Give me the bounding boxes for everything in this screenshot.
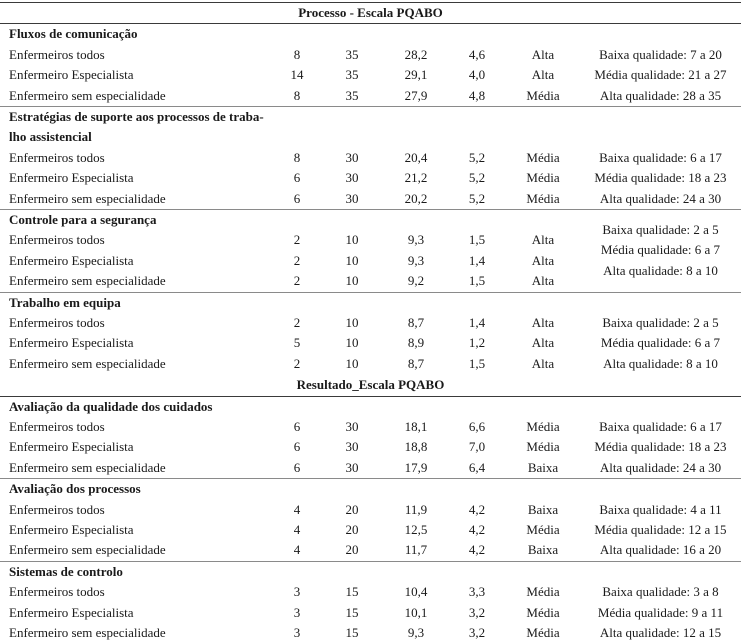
row-level: Alta [531,232,555,247]
row-label: Enfermeiro Especialista [9,522,134,537]
row-sd: 5,2 [468,191,486,206]
row-sd: 4,0 [468,67,486,82]
row-label: Enfermeiros todos [9,584,105,599]
row-label: Enfermeiro sem especialidade [9,460,166,475]
row-max: 15 [345,625,359,640]
row-mean: 29,1 [404,67,428,82]
row-max: 10 [345,335,359,350]
row-min: 6 [293,170,301,185]
row-min: 6 [293,460,301,475]
row-level: Alta [531,335,555,350]
group-heading-text: Fluxos de comunicação [9,26,138,41]
table-row [0,603,741,623]
row-quality-range: Baixa qualidade: 2 a 5 [602,315,719,330]
table-row [0,189,741,209]
row-mean: 20,4 [404,150,428,165]
row-min: 3 [293,625,301,640]
row-mean: 12,5 [404,522,428,537]
row-sd: 3,2 [468,605,486,620]
row-level: Média [526,150,560,165]
group-heading [0,562,741,582]
row-sd: 6,6 [468,419,486,434]
row-label: Enfermeiro Especialista [9,605,134,620]
row-mean: 9,3 [407,253,425,268]
row-max: 15 [345,605,359,620]
row-min: 6 [293,439,301,454]
row-sd: 5,2 [468,150,486,165]
row-min: 5 [293,335,301,350]
row-mean: 21,2 [404,170,428,185]
row-level: Alta [531,356,555,371]
row-sd: 1,5 [468,356,486,371]
section-title: Resultado_Escala PQABO [296,377,445,392]
row-sd: 1,4 [468,315,486,330]
row-mean: 8,7 [407,315,425,330]
row-mean: 27,9 [404,88,428,103]
row-level: Baixa [527,460,559,475]
table-row [0,417,741,437]
row-label: Enfermeiro sem especialidade [9,625,166,640]
group-heading [0,293,741,313]
row-mean: 11,9 [404,502,428,517]
quality-range-note: Alta qualidade: 8 a 10 [603,263,718,278]
row-level: Média [526,88,560,103]
table-row [0,437,741,457]
row-min: 14 [290,67,304,82]
table-row [0,86,741,106]
row-min: 4 [293,502,301,517]
row-level: Alta [531,253,555,268]
row-label: Enfermeiro sem especialidade [9,356,166,371]
row-quality-range: Alta qualidade: 12 a 15 [599,625,722,640]
row-max: 35 [345,47,359,62]
row-label: Enfermeiro sem especialidade [9,273,166,288]
row-level: Média [526,419,560,434]
row-mean: 8,7 [407,356,425,371]
row-min: 8 [293,47,301,62]
group-heading-text: Avaliação dos processos [9,481,141,496]
row-min: 4 [293,522,301,537]
row-max: 20 [345,522,359,537]
quality-range-note: Baixa qualidade: 2 a 5 [602,222,719,237]
group-heading-text: Estratégias de suporte aos processos de traba- [9,109,264,124]
row-label: Enfermeiro sem especialidade [9,542,166,557]
row-max: 20 [345,502,359,517]
row-label: Enfermeiro sem especialidade [9,88,166,103]
row-label: Enfermeiro Especialista [9,170,134,185]
row-sd: 1,5 [468,273,486,288]
row-min: 2 [293,232,301,247]
table-row [0,45,741,65]
row-label: Enfermeiros todos [9,419,105,434]
table-row [0,500,741,520]
group-heading-text: Trabalho em equipa [9,295,121,310]
row-level: Alta [531,67,555,82]
row-level: Média [526,522,560,537]
row-quality-range: Alta qualidade: 16 a 20 [599,542,722,557]
row-sd: 4,2 [468,502,486,517]
row-sd: 4,2 [468,542,486,557]
section-title: Processo - Escala PQABO [298,5,443,20]
row-min: 8 [293,150,301,165]
row-label: Enfermeiros todos [9,315,105,330]
row-sd: 5,2 [468,170,486,185]
row-label: Enfermeiros todos [9,150,105,165]
row-max: 35 [345,67,359,82]
row-mean: 9,3 [407,625,425,640]
group-heading-text: Sistemas de controlo [9,564,123,579]
row-max: 30 [345,460,359,475]
group-heading-text: Controle para a segurança [9,212,157,227]
row-sd: 3,3 [468,584,486,599]
table-row [0,354,741,374]
group-heading [0,24,741,44]
table-row [0,148,741,168]
row-quality-range: Alta qualidade: 24 a 30 [599,191,722,206]
row-mean: 10,4 [404,584,428,599]
row-sd: 3,2 [468,625,486,640]
row-max: 10 [345,273,359,288]
row-level: Alta [531,47,555,62]
table-row [0,313,741,333]
row-label: Enfermeiros todos [9,502,105,517]
row-max: 10 [345,253,359,268]
row-level: Média [526,625,560,640]
table-row [0,458,741,478]
row-quality-range: Baixa qualidade: 4 a 11 [599,502,722,517]
row-level: Média [526,439,560,454]
row-quality-range: Média qualidade: 18 a 23 [594,170,727,185]
row-mean: 9,3 [407,232,425,247]
group-heading [0,397,741,417]
group-heading-text: lho assistencial [9,129,92,144]
row-quality-range: Alta qualidade: 8 a 10 [603,356,718,371]
row-mean: 20,2 [404,191,428,206]
table-row [0,168,741,188]
row-min: 3 [293,605,301,620]
row-max: 30 [345,419,359,434]
row-level: Alta [531,315,555,330]
row-sd: 4,8 [468,88,486,103]
row-mean: 28,2 [404,47,428,62]
row-label: Enfermeiro Especialista [9,439,134,454]
row-sd: 4,2 [468,522,486,537]
table-row [0,520,741,540]
row-quality-range: Alta qualidade: 24 a 30 [599,460,722,475]
row-max: 30 [345,170,359,185]
row-max: 20 [345,542,359,557]
table-row [0,540,741,560]
row-min: 6 [293,419,301,434]
row-max: 15 [345,584,359,599]
row-level: Baixa [527,502,559,517]
row-quality-range: Média qualidade: 21 a 27 [594,67,727,82]
row-level: Alta [531,273,555,288]
table-row [0,623,741,643]
row-level: Média [526,170,560,185]
row-mean: 9,2 [407,273,425,288]
row-min: 2 [293,253,301,268]
row-mean: 18,8 [404,439,428,454]
row-mean: 18,1 [404,419,428,434]
row-quality-range: Baixa qualidade: 7 a 20 [599,47,722,62]
row-mean: 8,9 [407,335,425,350]
row-max: 30 [345,191,359,206]
row-sd: 6,4 [468,460,486,475]
row-max: 30 [345,150,359,165]
row-sd: 4,6 [468,47,486,62]
row-quality-range: Média qualidade: 18 a 23 [594,439,727,454]
group-heading [0,479,741,499]
row-level: Baixa [527,542,559,557]
table-row [0,65,741,85]
row-quality-range: Média qualidade: 9 a 11 [597,605,724,620]
row-quality-range: Baixa qualidade: 3 a 8 [602,584,719,599]
row-max: 10 [345,232,359,247]
row-min: 2 [293,273,301,288]
row-quality-range: Média qualidade: 12 a 15 [594,522,727,537]
row-max: 10 [345,315,359,330]
row-quality-range: Baixa qualidade: 6 a 17 [599,419,722,434]
row-sd: 1,5 [468,232,486,247]
row-label: Enfermeiro sem especialidade [9,191,166,206]
row-max: 10 [345,356,359,371]
row-min: 4 [293,542,301,557]
row-mean: 17,9 [404,460,428,475]
row-sd: 7,0 [468,439,486,454]
row-quality-range: Alta qualidade: 28 a 35 [599,88,722,103]
row-quality-range: Baixa qualidade: 6 a 17 [599,150,722,165]
row-sd: 1,2 [468,335,486,350]
row-min: 6 [293,191,301,206]
row-max: 35 [345,88,359,103]
row-label: Enfermeiro Especialista [9,335,134,350]
row-min: 2 [293,356,301,371]
table-row [0,333,741,353]
table-row [0,582,741,602]
row-min: 2 [293,315,301,330]
group-heading [0,127,741,147]
row-min: 3 [293,584,301,599]
row-mean: 11,7 [404,542,428,557]
group-heading-text: Avaliação da qualidade dos cuidados [9,399,213,414]
row-quality-range: Média qualidade: 6 a 7 [600,335,721,350]
group-heading [0,107,741,127]
row-sd: 1,4 [468,253,486,268]
row-label: Enfermeiros todos [9,232,105,247]
row-level: Média [526,191,560,206]
row-min: 8 [293,88,301,103]
row-label: Enfermeiros todos [9,47,105,62]
row-max: 30 [345,439,359,454]
row-mean: 10,1 [404,605,428,620]
row-level: Média [526,605,560,620]
quality-range-note: Média qualidade: 6 a 7 [600,242,721,257]
row-label: Enfermeiro Especialista [9,253,134,268]
row-level: Média [526,584,560,599]
row-label: Enfermeiro Especialista [9,67,134,82]
